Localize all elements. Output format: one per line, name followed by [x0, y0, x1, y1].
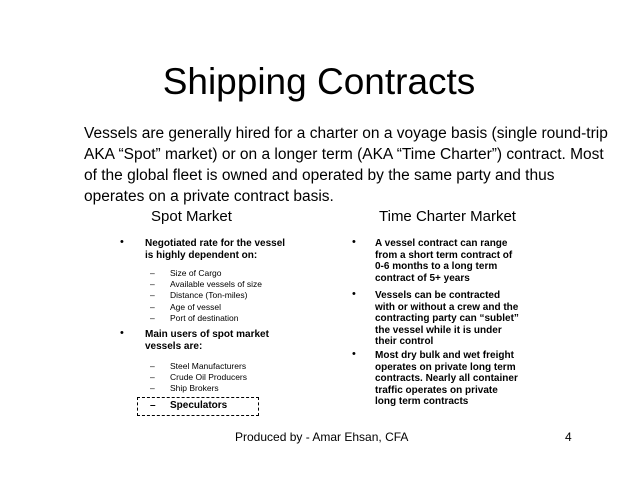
list-item: – Age of vessel — [150, 301, 222, 312]
bullet-icon: • — [352, 348, 356, 360]
list-item: – Steel Manufacturers — [150, 361, 247, 371]
bullet-icon: • — [120, 327, 124, 339]
speculators-label: Speculators — [170, 400, 228, 411]
intro-paragraph — [84, 123, 608, 207]
spot-sub-list-1 — [150, 268, 262, 324]
intro-line: Vessels are generally hired for a charter on a voyage basis (single round-trip — [84, 125, 608, 142]
time-charter-bullet-1: A vessel contract can range from a short term contract of 0-6 months to a long term contract of 5+ years — [375, 238, 513, 284]
list-item: – Crude Oil Producers — [150, 372, 248, 383]
bullet-icon: • — [120, 236, 124, 248]
list-item: – Port of destination — [150, 312, 239, 323]
time-charter-bullet-3: Most dry bulk and wet freight operates on private long term contracts. Nearly all container traffic operates on private long term contracts — [375, 350, 518, 407]
list-item: – Available vessels of size — [150, 279, 262, 290]
intro-line: of the global fleet is owned and operated by the same party and thus — [84, 167, 555, 184]
bullet-icon: • — [352, 236, 356, 248]
bullet-icon: • — [352, 288, 356, 300]
spot-market-heading: Spot Market — [151, 208, 232, 225]
speculators-item: – Speculators — [150, 400, 228, 411]
spot-sub-list-2 — [150, 361, 247, 395]
slide-title: Shipping Contracts — [162, 61, 476, 102]
spot-bullet-1: Negotiated rate for the vessel is highly dependent on: — [145, 238, 286, 261]
spot-bullet-2: Main users of spot market vessels are: — [145, 329, 269, 352]
time-charter-bullet-2: Vessels can be contracted with or without a crew and the contracting party can “sublet” the vessel while it is under their control — [375, 290, 519, 347]
intro-line: AKA “Spot” market) or on a longer term (AKA “Time Charter”) contract. Most — [84, 146, 604, 163]
time-charter-heading: Time Charter Market — [379, 208, 516, 225]
page-number: 4 — [565, 430, 572, 444]
intro-line: operates on a private contract basis. — [84, 188, 334, 205]
list-item: – Ship Brokers — [150, 383, 219, 394]
list-item: – Size of Cargo — [150, 268, 222, 278]
footer-credit: Produced by - Amar Ehsan, CFA — [235, 430, 409, 444]
list-item: – Distance (Ton-miles) — [150, 290, 248, 301]
